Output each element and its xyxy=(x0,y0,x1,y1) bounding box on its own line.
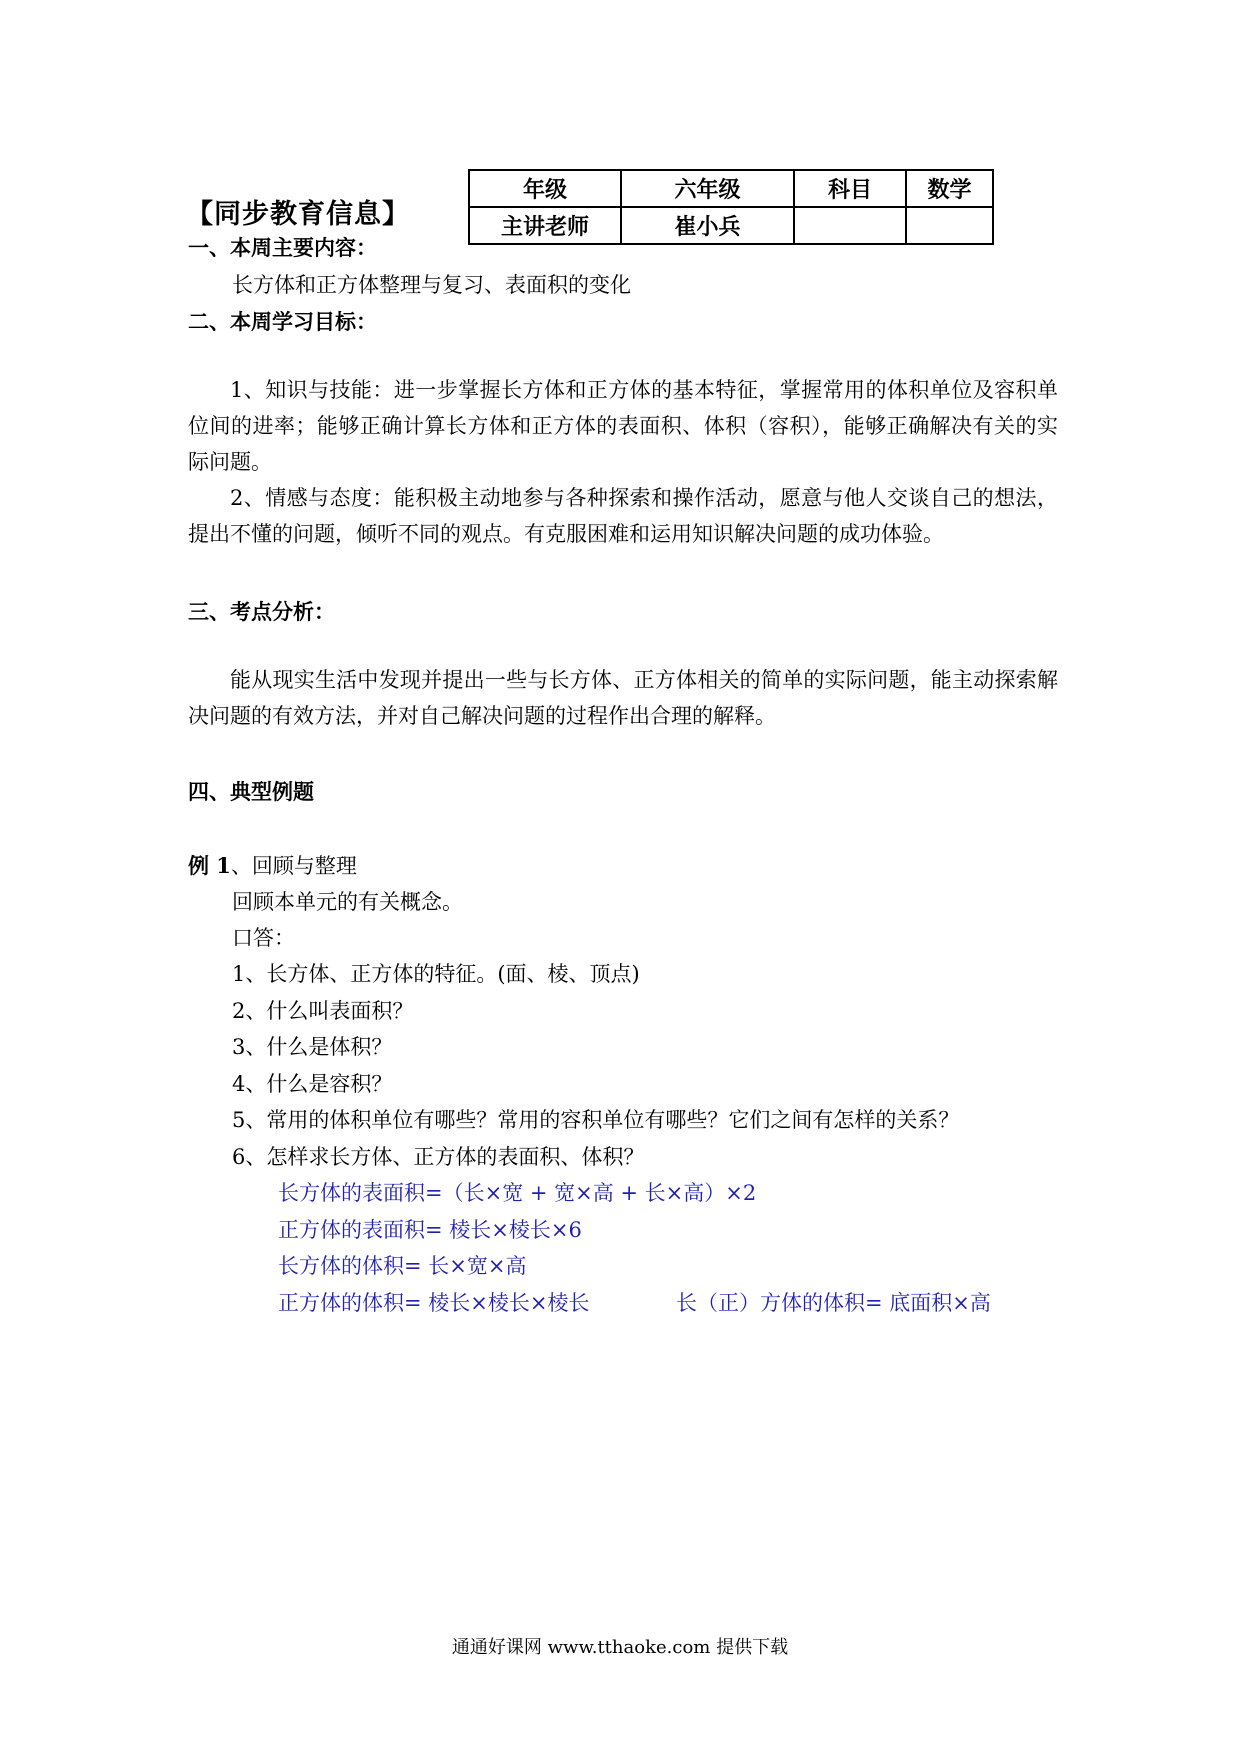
question-item: 4、什么是容积？ xyxy=(232,1072,393,1096)
section-3-paragraph: 能从现实生活中发现并提出一些与长方体、正方体相关的简单的实际问题，能主动探索解决问题的有效方法，并对自己解决问题的过程作出合理的解释。 xyxy=(188,668,1058,728)
page-footer: 通通好课网 www.tthaoke.com 提供下载 xyxy=(451,1637,789,1658)
grade-label-cell: 年级 xyxy=(469,170,621,207)
empty-cell xyxy=(794,207,906,244)
formula-cube-volume: 正方体的体积= 棱长×棱长×棱长 xyxy=(278,1291,590,1315)
formula-cube-surface: 正方体的表面积= 棱长×棱长×6 xyxy=(278,1218,582,1242)
example-1-oral-label: 口答： xyxy=(232,926,295,950)
question-item: 2、什么叫表面积？ xyxy=(232,999,414,1023)
section-1-text: 长方体和正方体整理与复习、表面积的变化 xyxy=(232,273,631,297)
question-item: 5、常用的体积单位有哪些？常用的容积单位有哪些？它们之间有怎样的关系？ xyxy=(232,1108,960,1132)
teacher-label-cell: 主讲老师 xyxy=(469,207,621,244)
section-1-heading: 一、本周主要内容： xyxy=(188,235,377,260)
formula-general-volume: 长（正）方体的体积= 底面积×高 xyxy=(676,1291,991,1315)
teacher-value-cell: 崔小兵 xyxy=(621,207,794,244)
grade-value-cell: 六年级 xyxy=(621,170,794,207)
subject-value-cell: 数学 xyxy=(906,170,993,207)
question-item: 6、怎样求长方体、正方体的表面积、体积？ xyxy=(232,1145,645,1169)
section-2-heading: 二、本周学习目标： xyxy=(188,309,377,334)
info-table xyxy=(468,169,994,245)
formula-cuboid-volume: 长方体的体积= 长×宽×高 xyxy=(278,1254,527,1278)
example-1-heading xyxy=(188,850,357,880)
section-2-paragraph-2: 2、情感与态度：能积极主动地参与各种探索和操作活动，愿意与他人交谈自己的想法，提出不懂的问题，倾听不同的观点。有克服困难和运用知识解决问题的成功体验。 xyxy=(188,486,1058,546)
subject-label-cell: 科目 xyxy=(794,170,906,207)
formula-cuboid-surface: 长方体的表面积=（长×宽 + 宽×高 + 长×高）×2 xyxy=(278,1181,757,1205)
section-4-heading: 四、典型例题 xyxy=(188,779,314,804)
info-table-row xyxy=(469,207,993,244)
example-1-intro: 回顾本单元的有关概念。 xyxy=(232,890,463,914)
section-2-paragraph-1: 1、知识与技能：进一步掌握长方体和正方体的基本特征，掌握常用的体积单位及容积单位间的进率；能够正确计算长方体和正方体的表面积、体积（容积），能够正确解决有关的实际问题。 xyxy=(188,378,1058,474)
document-title: 【同步教育信息】 xyxy=(186,199,410,230)
section-3-heading: 三、考点分析： xyxy=(188,599,335,624)
example-1-label: 例 1 xyxy=(188,853,231,878)
example-1-title: 、回顾与整理 xyxy=(230,854,357,878)
empty-cell xyxy=(906,207,993,244)
info-table-row xyxy=(469,170,993,207)
question-item: 1、长方体、正方体的特征。(面、棱、顶点) xyxy=(232,962,640,986)
question-item: 3、什么是体积？ xyxy=(232,1035,393,1059)
